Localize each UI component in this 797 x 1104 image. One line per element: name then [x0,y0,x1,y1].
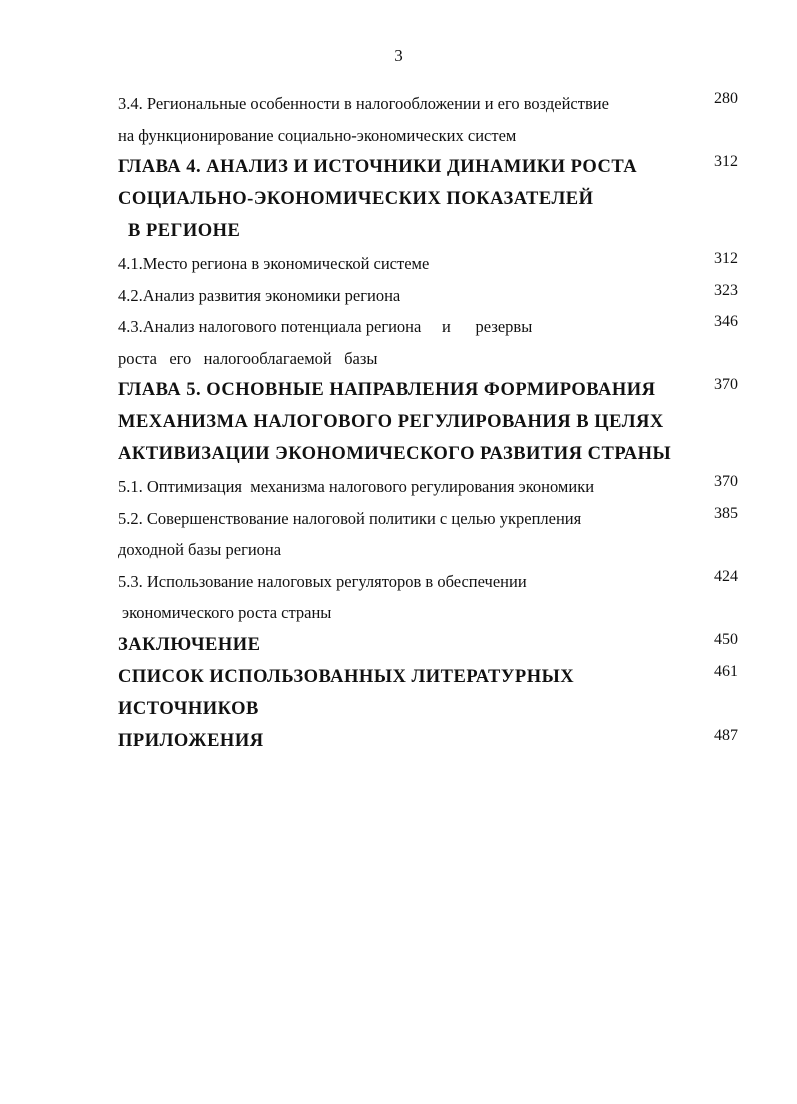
toc-page-number: 280 [714,90,738,107]
toc-entry-title [118,471,688,503]
toc-entry-conclusion[interactable] [118,629,738,661]
toc-line: 5.3. Использование налоговых регуляторов в обеспечении [118,571,527,591]
toc-page-number: 370 [714,473,738,490]
toc-entry-title [118,629,688,661]
toc-entry-title [118,151,688,247]
toc-entry-title [118,725,688,757]
toc-entry-4-2[interactable] [118,280,738,312]
toc-page-number: 385 [714,504,738,522]
toc-line: ИСТОЧНИКОВ [118,698,259,719]
toc-page-number: 312 [714,153,738,170]
toc-page-number: 450 [714,630,738,648]
toc-page-number: 487 [714,726,738,744]
toc-line: ПРИЛОЖЕНИЯ [118,730,264,751]
toc-entry-title [118,661,688,725]
page-number: 3 [394,46,403,65]
toc-entry-title [118,248,688,280]
toc-line: ГЛАВА 4. АНАЛИЗ И ИСТОЧНИКИ ДИНАМИКИ РОСТА [118,157,638,177]
toc-line: 5.2. Совершенствование налоговой политики с целью укрепления [118,508,582,528]
toc-line: СПИСОК ИСПОЛЬЗОВАННЫХ ЛИТЕРАТУРНЫХ [118,666,575,687]
toc-entry-chapter-4[interactable] [118,151,738,247]
toc-entry-appendices[interactable] [118,725,738,757]
toc-line: 5.1. Оптимизация механизма налогового регулирования экономики [118,477,595,496]
toc-line: В РЕГИОНЕ [128,221,241,241]
toc-entry-4-1[interactable] [118,248,738,280]
toc-line: 4.2.Анализ развития экономики региона [118,285,401,305]
toc-page-number: 461 [714,662,738,680]
toc-line: АКТИВИЗАЦИИ ЭКОНОМИЧЕСКОГО РАЗВИТИЯ СТРАНЫ [118,444,672,464]
toc-line: СОЦИАЛЬНО-ЭКОНОМИЧЕСКИХ ПОКАЗАТЕЛЕЙ [118,189,594,209]
toc-entry-5-3[interactable] [118,566,738,629]
toc-entry-5-2[interactable] [118,503,738,566]
toc-line: роста его налогооблагаемой базы [118,348,378,368]
toc-entry-bibliography[interactable] [118,661,738,725]
toc-line: экономического роста страны [122,603,332,622]
toc-line: ГЛАВА 5. ОСНОВНЫЕ НАПРАВЛЕНИЯ ФОРМИРОВАНИЯ [118,380,656,400]
toc-line: доходной базы региона [118,540,282,559]
toc-entry-title [118,566,688,629]
toc-entry-title [118,374,688,470]
toc-page-number: 346 [714,313,738,330]
toc-line: 3.4. Региональные особенности в налогообложении и его воздействие [118,94,609,113]
toc-line: 4.3.Анализ налогового потенциала региона и резервы [118,317,533,336]
toc-line: на функционирование социально-экономических систем [118,125,517,145]
toc-entry-chapter-5[interactable] [118,374,738,470]
toc-page-number: 370 [714,376,738,393]
toc-entry-title [118,280,688,312]
toc-entry-title [118,88,688,151]
toc-page-number: 312 [714,250,738,267]
toc-entry-title [118,311,688,374]
toc-entry-title [118,503,688,566]
toc-entry-5-1[interactable] [118,471,738,503]
toc-entry-4-3[interactable] [118,311,738,374]
toc-page-number: 424 [714,567,738,585]
toc-line: ЗАКЛЮЧЕНИЕ [118,634,261,655]
table-of-contents [118,88,738,757]
toc-line: МЕХАНИЗМА НАЛОГОВОГО РЕГУЛИРОВАНИЯ В ЦЕЛЯХ [118,412,664,432]
toc-line: 4.1.Место региона в экономической системе [118,254,430,273]
toc-entry-3-4[interactable] [118,88,738,151]
toc-page-number: 323 [714,281,738,299]
